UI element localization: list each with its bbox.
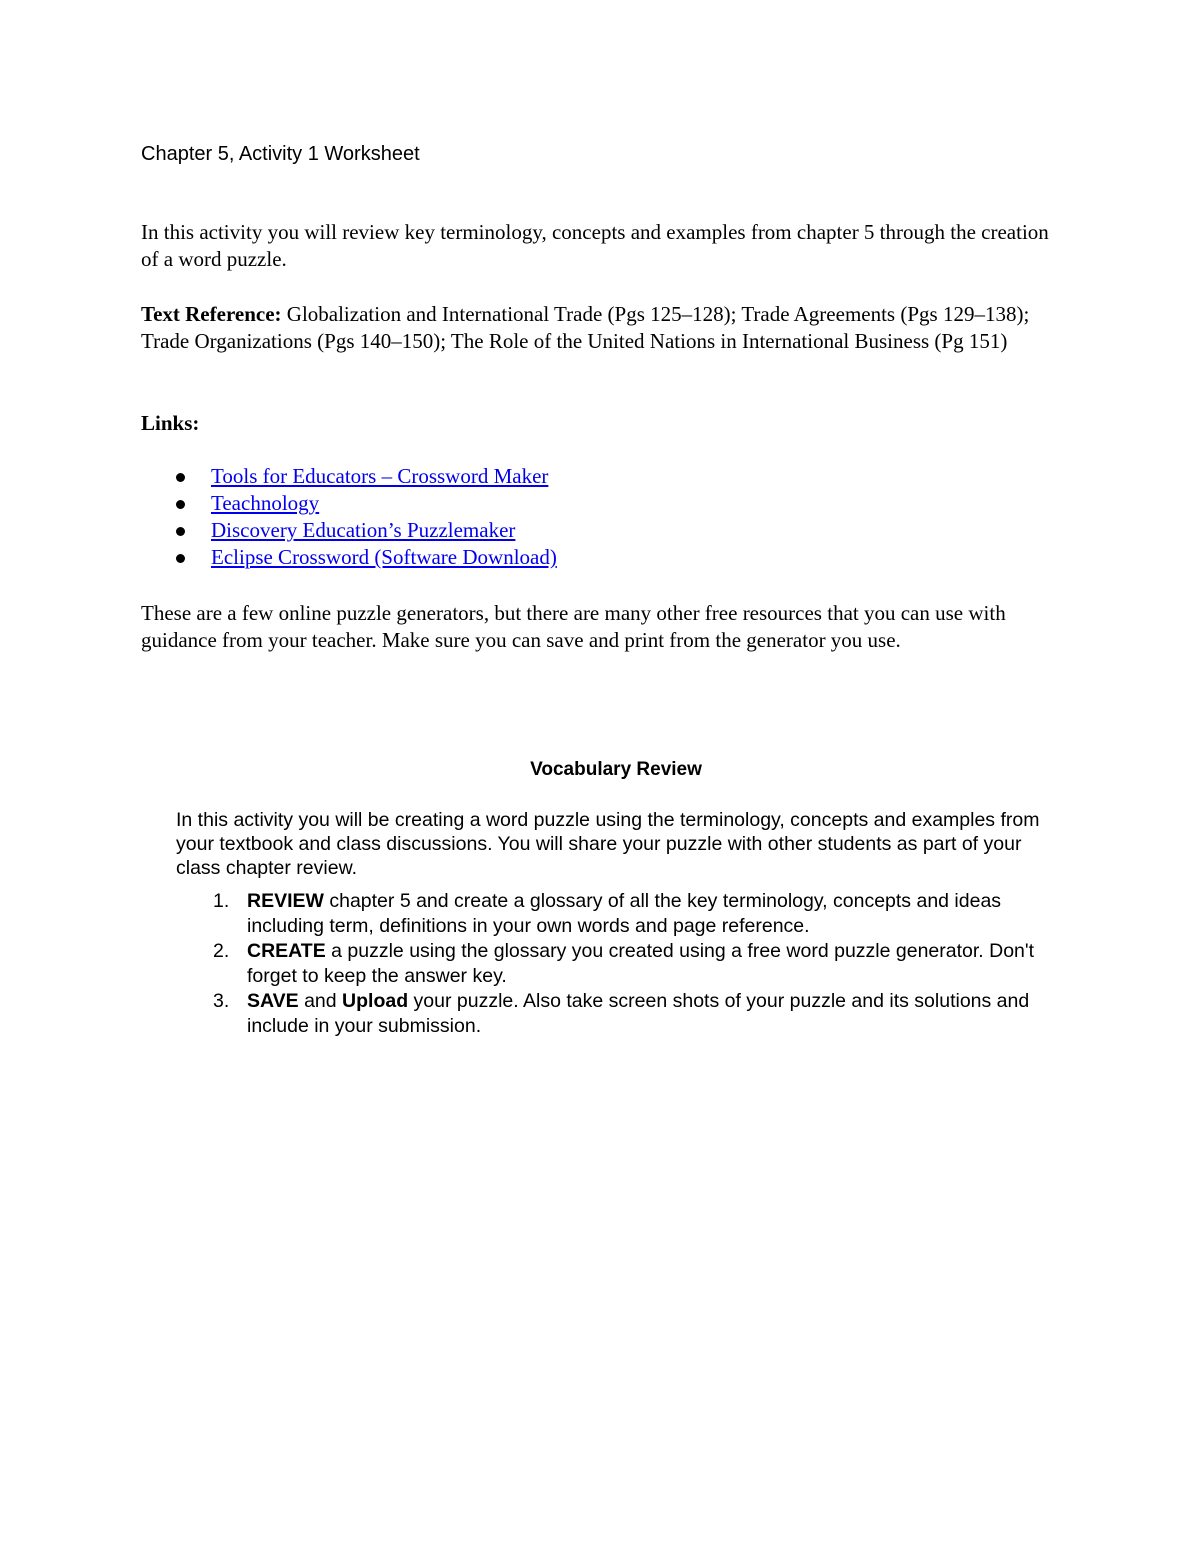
step-item	[176, 989, 1046, 1038]
step-text: a puzzle using the glossary you created using a free word puzzle generator. Don't forget to keep the answer key.	[247, 940, 1035, 987]
steps-list	[176, 889, 1046, 1039]
step-text: and	[298, 990, 343, 1012]
text-reference-paragraph	[141, 301, 1056, 355]
step-keyword-2: Upload	[342, 990, 409, 1012]
links-heading: Links:	[141, 411, 200, 435]
step-keyword: CREATE	[247, 940, 326, 962]
bullet-icon	[176, 554, 185, 563]
vocabulary-intro-paragraph: In this activity you will be creating a word puzzle using the terminology, concepts and examples from your textbook and class discussions. You will share your puzzle with other students as part of your class chapter review.	[176, 809, 1040, 879]
step-keyword: REVIEW	[247, 890, 324, 912]
text-reference-body: Globalization and International Trade (Pgs 125–128); Trade Agreements (Pgs 129–138); Trade Organizations (Pgs 140–150); The Role of the United Nations in International Business (Pg 151)	[141, 302, 1030, 353]
list-item	[141, 517, 557, 544]
step-text-2: your puzzle. Also take screen shots of your puzzle and its solutions and include in your submission.	[247, 990, 1030, 1037]
links-list	[141, 463, 557, 571]
closing-paragraph: These are a few online puzzle generators, but there are many other free resources that you can use with guidance from your teacher. Make sure you can save and print from the generator you use.	[141, 601, 1006, 652]
vocabulary-review-heading: Vocabulary Review	[530, 759, 702, 780]
link-teachnology[interactable]: Teachnology	[211, 491, 320, 515]
step-number: 1.	[213, 890, 230, 912]
intro-paragraph: In this activity you will review key terminology, concepts and examples from chapter 5 through the creation of a word puzzle.	[141, 220, 1049, 271]
link-eclipse-crossword[interactable]: Eclipse Crossword (Software Download)	[211, 545, 557, 569]
list-item	[141, 463, 557, 490]
step-keyword: SAVE	[247, 990, 299, 1012]
step-number: 2.	[213, 940, 230, 962]
page-title: Chapter 5, Activity 1 Worksheet	[141, 143, 420, 165]
link-tools-for-educators[interactable]: Tools for Educators – Crossword Maker	[211, 464, 549, 488]
step-text: chapter 5 and create a glossary of all the key terminology, concepts and ideas including term, definitions in your own words and page reference.	[247, 890, 1002, 937]
list-item	[141, 490, 557, 517]
bullet-icon	[176, 500, 185, 509]
step-number: 3.	[213, 990, 230, 1012]
step-item	[176, 939, 1046, 988]
list-item	[141, 544, 557, 571]
step-item	[176, 889, 1046, 938]
link-discovery-puzzlemaker[interactable]: Discovery Education’s Puzzlemaker	[211, 518, 516, 542]
bullet-icon	[176, 473, 185, 482]
text-reference-label: Text Reference:	[141, 302, 282, 326]
bullet-icon	[176, 527, 185, 536]
